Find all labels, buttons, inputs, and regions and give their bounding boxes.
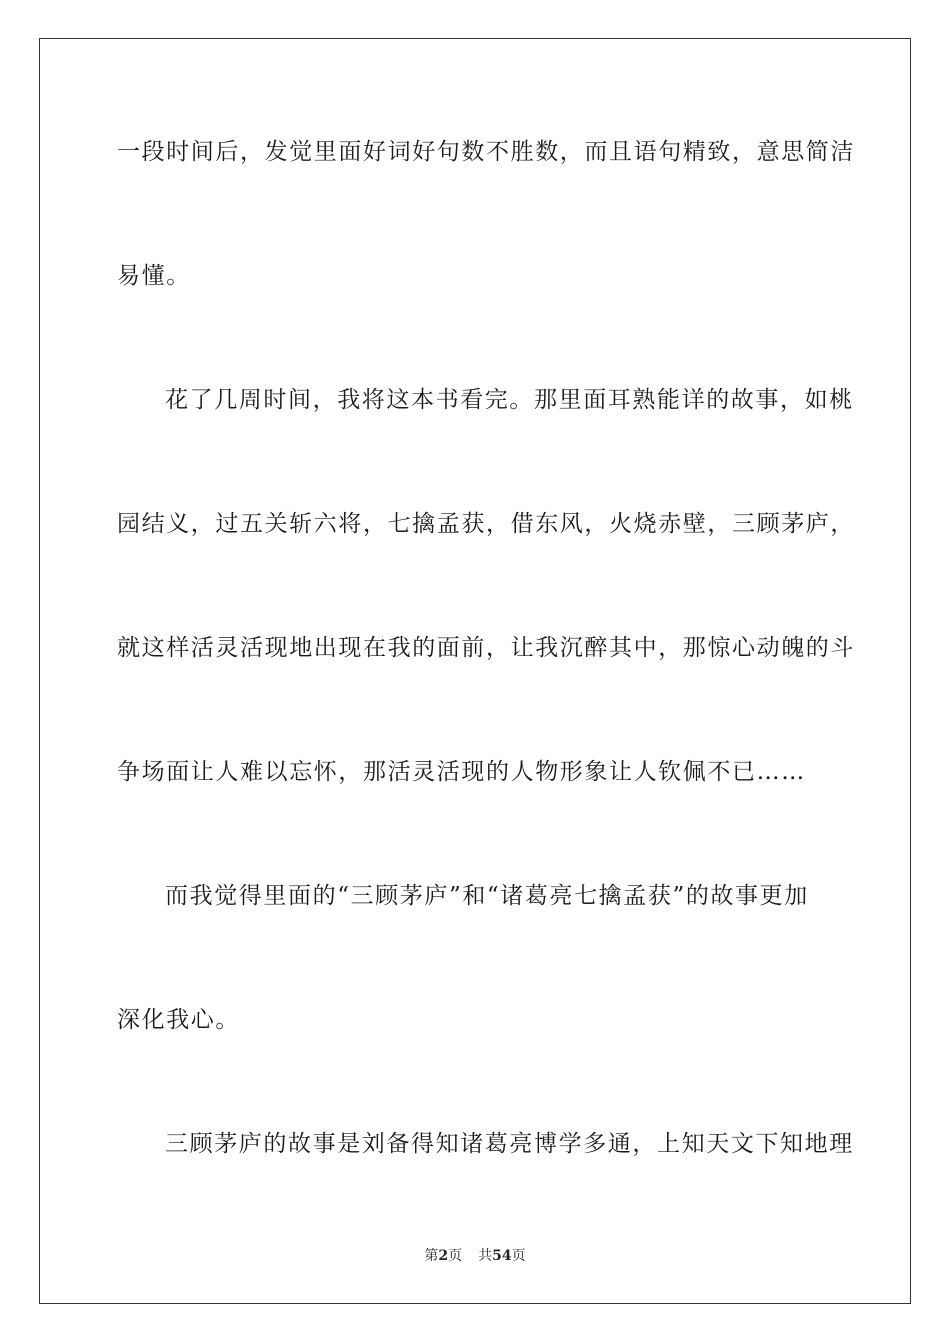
text-line-2: 易懂。	[117, 263, 191, 289]
page-suffix: 页	[448, 1248, 463, 1264]
total-suffix: 页	[511, 1248, 526, 1264]
total-prefix: 共	[478, 1248, 493, 1264]
text-line-1: 一段时间后，发觉里面好词好句数不胜数，而且语句精致，意思简洁	[117, 139, 855, 165]
text-line-6: 争场面让人难以忘怀，那活灵活现的人物形象让人钦佩不已……	[117, 759, 806, 785]
total-pages: 54	[492, 1248, 512, 1264]
text-line-4: 园结义，过五关斩六将，七擒孟获，借东风，火烧赤壁，三顾茅庐，	[117, 511, 855, 537]
text-line-3: 花了几周时间，我将这本书看完。那里面耳熟能详的故事，如桃	[165, 387, 854, 413]
page-footer	[0, 1247, 950, 1265]
text-line-7: 而我觉得里面的“三顾茅庐”和“诸葛亮七擒孟获”的故事更加	[165, 883, 809, 909]
page-border	[39, 38, 911, 1304]
page-number: 2	[438, 1248, 449, 1264]
page-prefix: 第	[424, 1248, 439, 1264]
text-line-9: 三顾茅庐的故事是刘备得知诸葛亮博学多通，上知天文下知地理	[165, 1131, 854, 1157]
text-line-5: 就这样活灵活现地出现在我的面前，让我沉醉其中，那惊心动魄的斗	[117, 635, 855, 661]
text-line-8: 深化我心。	[117, 1007, 240, 1033]
